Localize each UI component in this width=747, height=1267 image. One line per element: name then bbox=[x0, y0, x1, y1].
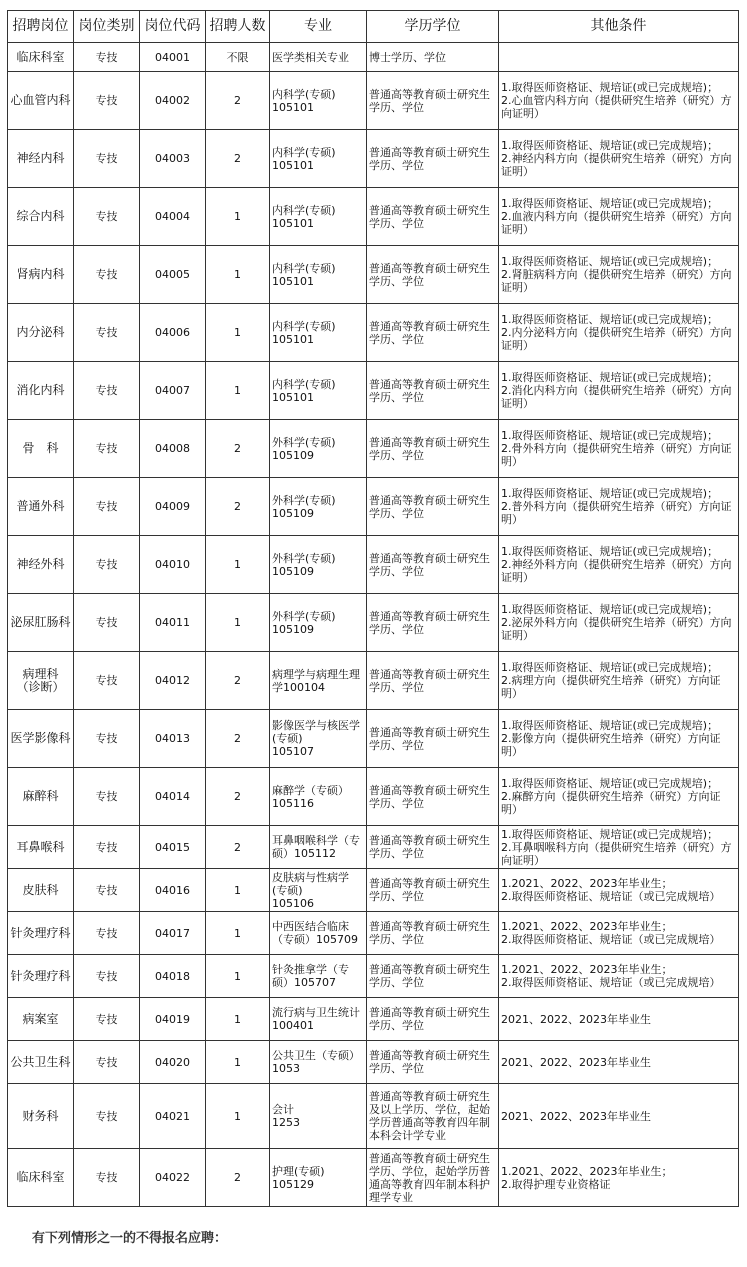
conditions-cell: 1.取得医师资格证、规培证(或已完成规培)； 2.神经内科方向（提供研究生培养（研究）方向证明） bbox=[499, 130, 739, 188]
table-row bbox=[8, 652, 739, 710]
dept-cell: 病案室 bbox=[8, 998, 74, 1041]
code-cell: 04020 bbox=[140, 1041, 206, 1084]
code-cell: 04018 bbox=[140, 955, 206, 998]
table-row bbox=[8, 1149, 739, 1207]
conditions-cell: 1.取得医师资格证、规培证(或已完成规培)； 2.影像方向（提供研究生培养（研究）方向证明） bbox=[499, 710, 739, 768]
category-cell: 专技 bbox=[74, 304, 140, 362]
conditions-cell: 1.取得医师资格证、规培证(或已完成规培)； 2.骨外科方向（提供研究生培养（研究）方向证明） bbox=[499, 420, 739, 478]
major-cell: 内科学(专硕) 105101 bbox=[270, 246, 367, 304]
conditions-cell: 1.取得医师资格证、规培证(或已完成规培)； 2.耳鼻咽喉科方向（提供研究生培养（研究）方向证明） bbox=[499, 826, 739, 869]
table-body bbox=[8, 43, 739, 1207]
conditions-cell: 1.取得医师资格证、规培证(或已完成规培)； 2.内分泌科方向（提供研究生培养（研究）方向证明） bbox=[499, 304, 739, 362]
table-row bbox=[8, 594, 739, 652]
major-cell: 影像医学与核医学(专硕) 105107 bbox=[270, 710, 367, 768]
count-cell: 2 bbox=[206, 826, 270, 869]
category-cell: 专技 bbox=[74, 594, 140, 652]
column-header-major: 专业 bbox=[270, 11, 367, 43]
code-cell: 04017 bbox=[140, 912, 206, 955]
category-cell: 专技 bbox=[74, 536, 140, 594]
count-cell: 1 bbox=[206, 998, 270, 1041]
count-cell: 2 bbox=[206, 420, 270, 478]
code-cell: 04008 bbox=[140, 420, 206, 478]
dept-cell: 公共卫生科 bbox=[8, 1041, 74, 1084]
count-cell: 2 bbox=[206, 1149, 270, 1207]
major-cell: 内科学(专硕) 105101 bbox=[270, 130, 367, 188]
code-cell: 04007 bbox=[140, 362, 206, 420]
count-cell: 2 bbox=[206, 478, 270, 536]
degree-cell: 普通高等教育硕士研究生学历、学位 bbox=[367, 536, 499, 594]
major-cell: 外科学(专硕) 105109 bbox=[270, 536, 367, 594]
category-cell: 专技 bbox=[74, 420, 140, 478]
count-cell: 1 bbox=[206, 188, 270, 246]
count-cell: 2 bbox=[206, 652, 270, 710]
category-cell: 专技 bbox=[74, 768, 140, 826]
category-cell: 专技 bbox=[74, 826, 140, 869]
major-cell: 麻醉学（专硕） 105116 bbox=[270, 768, 367, 826]
column-header-post: 招聘岗位 bbox=[8, 11, 74, 43]
category-cell: 专技 bbox=[74, 912, 140, 955]
degree-cell: 普通高等教育硕士研究生学历、学位 bbox=[367, 652, 499, 710]
major-cell: 耳鼻咽喉科学（专硕）105112 bbox=[270, 826, 367, 869]
code-cell: 04001 bbox=[140, 43, 206, 72]
code-cell: 04009 bbox=[140, 478, 206, 536]
major-cell: 会计 1253 bbox=[270, 1084, 367, 1149]
major-cell: 外科学(专硕) 105109 bbox=[270, 478, 367, 536]
table-row bbox=[8, 420, 739, 478]
major-cell: 中西医结合临床（专硕）105709 bbox=[270, 912, 367, 955]
degree-cell: 普通高等教育硕士研究生及以上学历、学位，起始学历普通高等教育四年制本科会计学专业 bbox=[367, 1084, 499, 1149]
conditions-cell: 2021、2022、2023年毕业生 bbox=[499, 1084, 739, 1149]
dept-cell: 财务科 bbox=[8, 1084, 74, 1149]
conditions-cell: 2021、2022、2023年毕业生 bbox=[499, 998, 739, 1041]
table-row bbox=[8, 188, 739, 246]
table-row bbox=[8, 130, 739, 188]
conditions-cell: 1.取得医师资格证、规培证(或已完成规培)； 2.心血管内科方向（提供研究生培养（研究）方向证明） bbox=[499, 72, 739, 130]
category-cell: 专技 bbox=[74, 478, 140, 536]
degree-cell: 普通高等教育硕士研究生学历、学位 bbox=[367, 955, 499, 998]
dept-cell: 临床科室 bbox=[8, 43, 74, 72]
dept-cell: 临床科室 bbox=[8, 1149, 74, 1207]
count-cell: 2 bbox=[206, 710, 270, 768]
dept-cell: 针灸理疗科 bbox=[8, 955, 74, 998]
category-cell: 专技 bbox=[74, 1041, 140, 1084]
degree-cell: 普通高等教育硕士研究生学历、学位 bbox=[367, 478, 499, 536]
degree-cell: 普通高等教育硕士研究生学历、学位 bbox=[367, 188, 499, 246]
dept-cell: 心血管内科 bbox=[8, 72, 74, 130]
conditions-cell: 2021、2022、2023年毕业生 bbox=[499, 1041, 739, 1084]
degree-cell: 普通高等教育硕士研究生学历、学位 bbox=[367, 869, 499, 912]
dept-cell: 综合内科 bbox=[8, 188, 74, 246]
conditions-cell bbox=[499, 43, 739, 72]
major-cell: 病理学与病理生理学100104 bbox=[270, 652, 367, 710]
code-cell: 04016 bbox=[140, 869, 206, 912]
count-cell: 1 bbox=[206, 1084, 270, 1149]
conditions-cell: 1.取得医师资格证、规培证(或已完成规培)； 2.神经外科方向（提供研究生培养（研究）方向证明） bbox=[499, 536, 739, 594]
count-cell: 1 bbox=[206, 1041, 270, 1084]
code-cell: 04021 bbox=[140, 1084, 206, 1149]
category-cell: 专技 bbox=[74, 43, 140, 72]
degree-cell: 博士学历、学位 bbox=[367, 43, 499, 72]
table-row bbox=[8, 246, 739, 304]
table-header-row bbox=[8, 11, 739, 43]
dept-cell: 肾病内科 bbox=[8, 246, 74, 304]
degree-cell: 普通高等教育硕士研究生学历、学位 bbox=[367, 130, 499, 188]
dept-cell: 针灸理疗科 bbox=[8, 912, 74, 955]
table-row bbox=[8, 1084, 739, 1149]
table-row bbox=[8, 869, 739, 912]
category-cell: 专技 bbox=[74, 188, 140, 246]
column-header-code: 岗位代码 bbox=[140, 11, 206, 43]
table-row bbox=[8, 1041, 739, 1084]
category-cell: 专技 bbox=[74, 955, 140, 998]
count-cell: 2 bbox=[206, 72, 270, 130]
code-cell: 04013 bbox=[140, 710, 206, 768]
dept-cell: 骨 科 bbox=[8, 420, 74, 478]
degree-cell: 普通高等教育硕士研究生学历、学位 bbox=[367, 998, 499, 1041]
conditions-cell: 1.取得医师资格证、规培证(或已完成规培)； 2.普外科方向（提供研究生培养（研究）方向证明） bbox=[499, 478, 739, 536]
table-row bbox=[8, 304, 739, 362]
category-cell: 专技 bbox=[74, 362, 140, 420]
table-row bbox=[8, 362, 739, 420]
table-row bbox=[8, 998, 739, 1041]
major-cell: 针灸推拿学（专硕）105707 bbox=[270, 955, 367, 998]
code-cell: 04004 bbox=[140, 188, 206, 246]
recruitment-table bbox=[7, 10, 739, 1207]
code-cell: 04010 bbox=[140, 536, 206, 594]
column-header-other: 其他条件 bbox=[499, 11, 739, 43]
code-cell: 04003 bbox=[140, 130, 206, 188]
code-cell: 04015 bbox=[140, 826, 206, 869]
degree-cell: 普通高等教育硕士研究生学历、学位 bbox=[367, 72, 499, 130]
count-cell: 2 bbox=[206, 130, 270, 188]
count-cell: 2 bbox=[206, 768, 270, 826]
table-row bbox=[8, 768, 739, 826]
count-cell: 1 bbox=[206, 869, 270, 912]
count-cell: 1 bbox=[206, 594, 270, 652]
conditions-cell: 1.取得医师资格证、规培证(或已完成规培)； 2.泌尿外科方向（提供研究生培养（研究）方向证明） bbox=[499, 594, 739, 652]
category-cell: 专技 bbox=[74, 72, 140, 130]
dept-cell: 消化内科 bbox=[8, 362, 74, 420]
category-cell: 专技 bbox=[74, 1149, 140, 1207]
category-cell: 专技 bbox=[74, 652, 140, 710]
major-cell: 护理(专硕) 105129 bbox=[270, 1149, 367, 1207]
major-cell: 内科学(专硕) 105101 bbox=[270, 362, 367, 420]
code-cell: 04006 bbox=[140, 304, 206, 362]
dept-cell: 泌尿肛肠科 bbox=[8, 594, 74, 652]
major-cell: 内科学(专硕) 105101 bbox=[270, 304, 367, 362]
code-cell: 04019 bbox=[140, 998, 206, 1041]
major-cell: 流行病与卫生统计 100401 bbox=[270, 998, 367, 1041]
major-cell: 公共卫生（专硕） 1053 bbox=[270, 1041, 367, 1084]
table-row bbox=[8, 710, 739, 768]
conditions-cell: 1.2021、2022、2023年毕业生； 2.取得护理专业资格证 bbox=[499, 1149, 739, 1207]
category-cell: 专技 bbox=[74, 869, 140, 912]
count-cell: 1 bbox=[206, 246, 270, 304]
degree-cell: 普通高等教育硕士研究生学历、学位，起始学历普通高等教育四年制本科护理学专业 bbox=[367, 1149, 499, 1207]
column-header-count: 招聘人数 bbox=[206, 11, 270, 43]
table-row bbox=[8, 955, 739, 998]
dept-cell: 耳鼻喉科 bbox=[8, 826, 74, 869]
recruitment-table-container bbox=[7, 10, 738, 1207]
code-cell: 04011 bbox=[140, 594, 206, 652]
dept-cell: 神经外科 bbox=[8, 536, 74, 594]
category-cell: 专技 bbox=[74, 710, 140, 768]
code-cell: 04022 bbox=[140, 1149, 206, 1207]
table-row bbox=[8, 826, 739, 869]
conditions-cell: 1.2021、2022、2023年毕业生； 2.取得医师资格证、规培证（或已完成规培） bbox=[499, 912, 739, 955]
category-cell: 专技 bbox=[74, 246, 140, 304]
major-cell: 外科学(专硕) 105109 bbox=[270, 594, 367, 652]
code-cell: 04012 bbox=[140, 652, 206, 710]
note-text: 有下列情形之一的不得报名应聘： bbox=[32, 1231, 228, 1246]
major-cell: 皮肤病与性病学(专硕) 105106 bbox=[270, 869, 367, 912]
degree-cell: 普通高等教育硕士研究生学历、学位 bbox=[367, 420, 499, 478]
count-cell: 1 bbox=[206, 304, 270, 362]
table-row bbox=[8, 43, 739, 72]
dept-cell: 内分泌科 bbox=[8, 304, 74, 362]
category-cell: 专技 bbox=[74, 1084, 140, 1149]
degree-cell: 普通高等教育硕士研究生学历、学位 bbox=[367, 1041, 499, 1084]
dept-cell: 医学影像科 bbox=[8, 710, 74, 768]
dept-cell: 麻醉科 bbox=[8, 768, 74, 826]
degree-cell: 普通高等教育硕士研究生学历、学位 bbox=[367, 362, 499, 420]
degree-cell: 普通高等教育硕士研究生学历、学位 bbox=[367, 710, 499, 768]
major-cell: 内科学(专硕) 105101 bbox=[270, 188, 367, 246]
degree-cell: 普通高等教育硕士研究生学历、学位 bbox=[367, 594, 499, 652]
conditions-cell: 1.取得医师资格证、规培证(或已完成规培)； 2.血液内科方向（提供研究生培养（研究）方向证明） bbox=[499, 188, 739, 246]
table-row bbox=[8, 72, 739, 130]
code-cell: 04002 bbox=[140, 72, 206, 130]
major-cell: 医学类相关专业 bbox=[270, 43, 367, 72]
dept-cell: 神经内科 bbox=[8, 130, 74, 188]
conditions-cell: 1.取得医师资格证、规培证(或已完成规培)； 2.麻醉方向（提供研究生培养（研究）方向证明） bbox=[499, 768, 739, 826]
degree-cell: 普通高等教育硕士研究生学历、学位 bbox=[367, 768, 499, 826]
count-cell: 1 bbox=[206, 362, 270, 420]
degree-cell: 普通高等教育硕士研究生学历、学位 bbox=[367, 246, 499, 304]
category-cell: 专技 bbox=[74, 998, 140, 1041]
conditions-cell: 1.取得医师资格证、规培证(或已完成规培)； 2.消化内科方向（提供研究生培养（研究）方向证明） bbox=[499, 362, 739, 420]
dept-cell: 病理科 （诊断） bbox=[8, 652, 74, 710]
code-cell: 04005 bbox=[140, 246, 206, 304]
count-cell: 1 bbox=[206, 536, 270, 594]
count-cell: 1 bbox=[206, 955, 270, 998]
degree-cell: 普通高等教育硕士研究生学历、学位 bbox=[367, 826, 499, 869]
count-cell: 不限 bbox=[206, 43, 270, 72]
column-header-category: 岗位类别 bbox=[74, 11, 140, 43]
dept-cell: 普通外科 bbox=[8, 478, 74, 536]
dept-cell: 皮肤科 bbox=[8, 869, 74, 912]
table-row bbox=[8, 478, 739, 536]
code-cell: 04014 bbox=[140, 768, 206, 826]
table-row bbox=[8, 536, 739, 594]
degree-cell: 普通高等教育硕士研究生学历、学位 bbox=[367, 912, 499, 955]
column-header-degree: 学历学位 bbox=[367, 11, 499, 43]
conditions-cell: 1.取得医师资格证、规培证(或已完成规培)； 2.病理方向（提供研究生培养（研究）方向证明） bbox=[499, 652, 739, 710]
degree-cell: 普通高等教育硕士研究生学历、学位 bbox=[367, 304, 499, 362]
count-cell: 1 bbox=[206, 912, 270, 955]
conditions-cell: 1.2021、2022、2023年毕业生； 2.取得医师资格证、规培证（或已完成规培） bbox=[499, 869, 739, 912]
conditions-cell: 1.取得医师资格证、规培证(或已完成规培)； 2.肾脏病科方向（提供研究生培养（研究）方向证明） bbox=[499, 246, 739, 304]
table-row bbox=[8, 912, 739, 955]
major-cell: 内科学(专硕) 105101 bbox=[270, 72, 367, 130]
conditions-cell: 1.2021、2022、2023年毕业生； 2.取得医师资格证、规培证（或已完成规培） bbox=[499, 955, 739, 998]
major-cell: 外科学(专硕) 105109 bbox=[270, 420, 367, 478]
category-cell: 专技 bbox=[74, 130, 140, 188]
